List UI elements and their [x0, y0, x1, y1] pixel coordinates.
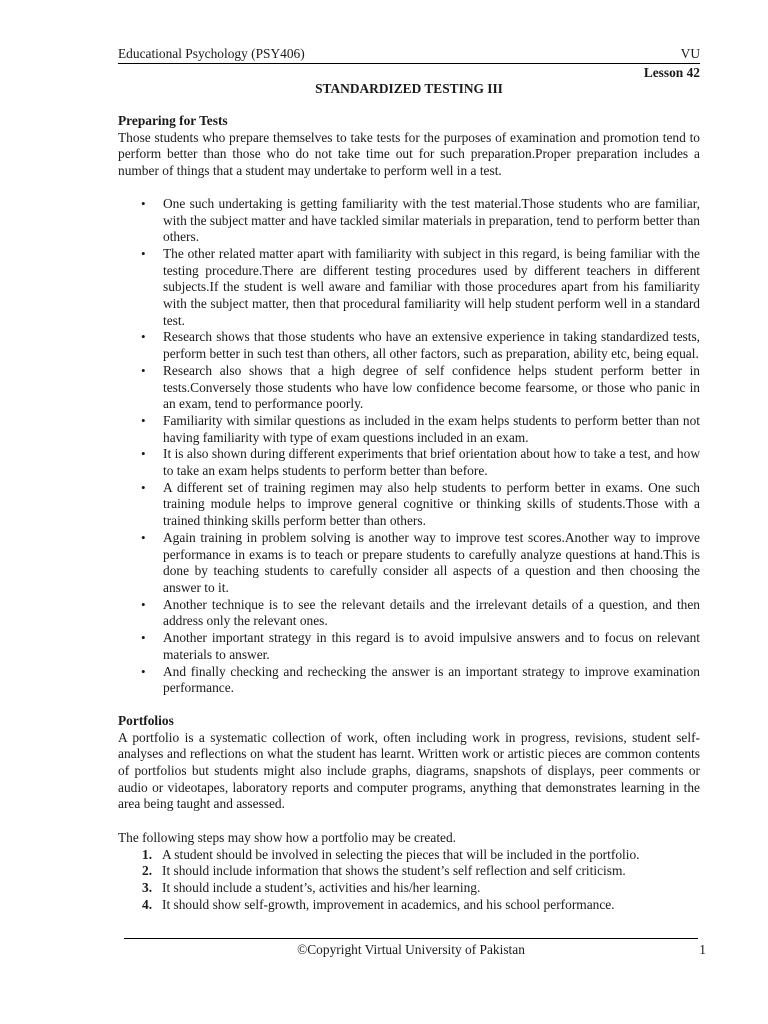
running-header	[118, 46, 700, 62]
page-number: 1	[699, 942, 706, 957]
step-number: 4.	[142, 896, 153, 912]
step-item	[142, 847, 700, 864]
bullet-item: • One such undertaking is getting familiarity with the test material.Those students who are familiar, with the subject matter and have tackled similar materials in preparation, tend to perform better than others.	[163, 196, 700, 246]
preparing-bullet-list	[118, 196, 700, 697]
step-number: 3.	[142, 879, 153, 895]
header-rule	[118, 63, 700, 64]
copyright-notice: ©Copyright Virtual University of Pakistan	[297, 942, 525, 957]
step-number: 1.	[142, 846, 153, 862]
bullet-item: • A different set of training regimen may also help students to perform better in exams. One such training module helps to improve general cognitive or thinking skills of students.Those with a trained thinking skills perform better than others.	[163, 480, 700, 530]
paragraph-gap	[118, 813, 700, 830]
steps-intro: The following steps may show how a portfolio may be created.	[118, 829, 457, 845]
step-text: It should include information that shows the student’s self reflection and self criticism.	[162, 863, 626, 879]
footer-row	[124, 942, 706, 960]
course-name: Educational Psychology (PSY406)	[118, 46, 305, 61]
footer-rule	[124, 938, 698, 939]
lesson-number: Lesson 42	[643, 65, 700, 80]
step-item	[142, 880, 700, 897]
bullet-item: • Again training in problem solving is another way to improve test scores.Another way to improve performance in exams is to teach or prepare students to carefully analyze questions at hand.This is done by teaching students to carefully consider all aspects of a question and then choosing the answer to it.	[163, 530, 700, 597]
step-text: It should show self-growth, improvement in academics, and his school performance.	[162, 896, 615, 912]
step-item	[142, 863, 700, 880]
page-footer	[124, 938, 706, 960]
bullet-item: • Research shows that those students who have an extensive experience in taking standardized tests, perform better in such test than others, all other factors, such as preparation, ability etc, being equal.	[163, 329, 700, 362]
step-item	[142, 897, 700, 914]
preparing-intro: Those students who prepare themselves to take tests for the purposes of examination and promotion tend to perform better than those who do not take time out for such preparation.Proper preparation includes a number of things that a student may undertake to perform well in a test.	[118, 129, 700, 179]
section-heading-portfolios: Portfolios	[118, 712, 174, 728]
step-text: It should include a student’s, activities and his/her learning.	[162, 879, 481, 895]
bullet-item: • Familiarity with similar questions as included in the exam helps students to perform better than not having familiarity with type of exam questions included in an exam.	[163, 413, 700, 446]
step-text: A student should be involved in selecting the pieces that will be included in the portfolio.	[162, 846, 640, 862]
institution-abbrev: VU	[680, 46, 700, 61]
portfolios-body: A portfolio is a systematic collection of work, often including work in progress, revisions, student self-analyses and reflections on what the student has learnt. Written work or artistic pieces are common contents of portfolios but students might also include graphs, diagrams, snapshots of displays, peer comments or audio or videotapes, laboratory reports and computer programs, anything that demonstrates learning in the area being taught and assessed.	[118, 729, 700, 812]
section-heading-preparing: Preparing for Tests	[118, 113, 228, 128]
bullet-item: • And finally checking and rechecking the answer is an important strategy to improve examination performance.	[163, 664, 700, 697]
bullet-item: • It is also shown during different experiments that brief orientation about how to take a test, and how to take an exam helps students to perform better than before.	[163, 446, 700, 479]
bullet-item: • Research also shows that a high degree of self confidence helps student perform better in tests.Conversely those students who have low confidence become fearsome, or those who panic in an exam, tend to performance poorly.	[163, 363, 700, 413]
portfolio-steps-list	[118, 847, 700, 914]
document-page	[118, 46, 700, 913]
bullet-item: • The other related matter apart with familiarity with subject in this regard, is being familiar with the testing procedure.There are different testing procedures used by different teachers in different subjects.If the student is well aware and familiar with those procedures apart from his familiarity with the subject matter, then that procedural familiarity will help student perform well in a standard test.	[163, 246, 700, 330]
bullet-item: • Another important strategy in this regard is to avoid impulsive answers and to focus on relevant materials to answer.	[163, 630, 700, 663]
step-number: 2.	[142, 863, 153, 879]
bullet-item: • Another technique is to see the relevant details and the irrelevant details of a question, and then address only the relevant ones.	[163, 597, 700, 630]
page-title: STANDARDIZED TESTING III	[315, 81, 503, 96]
